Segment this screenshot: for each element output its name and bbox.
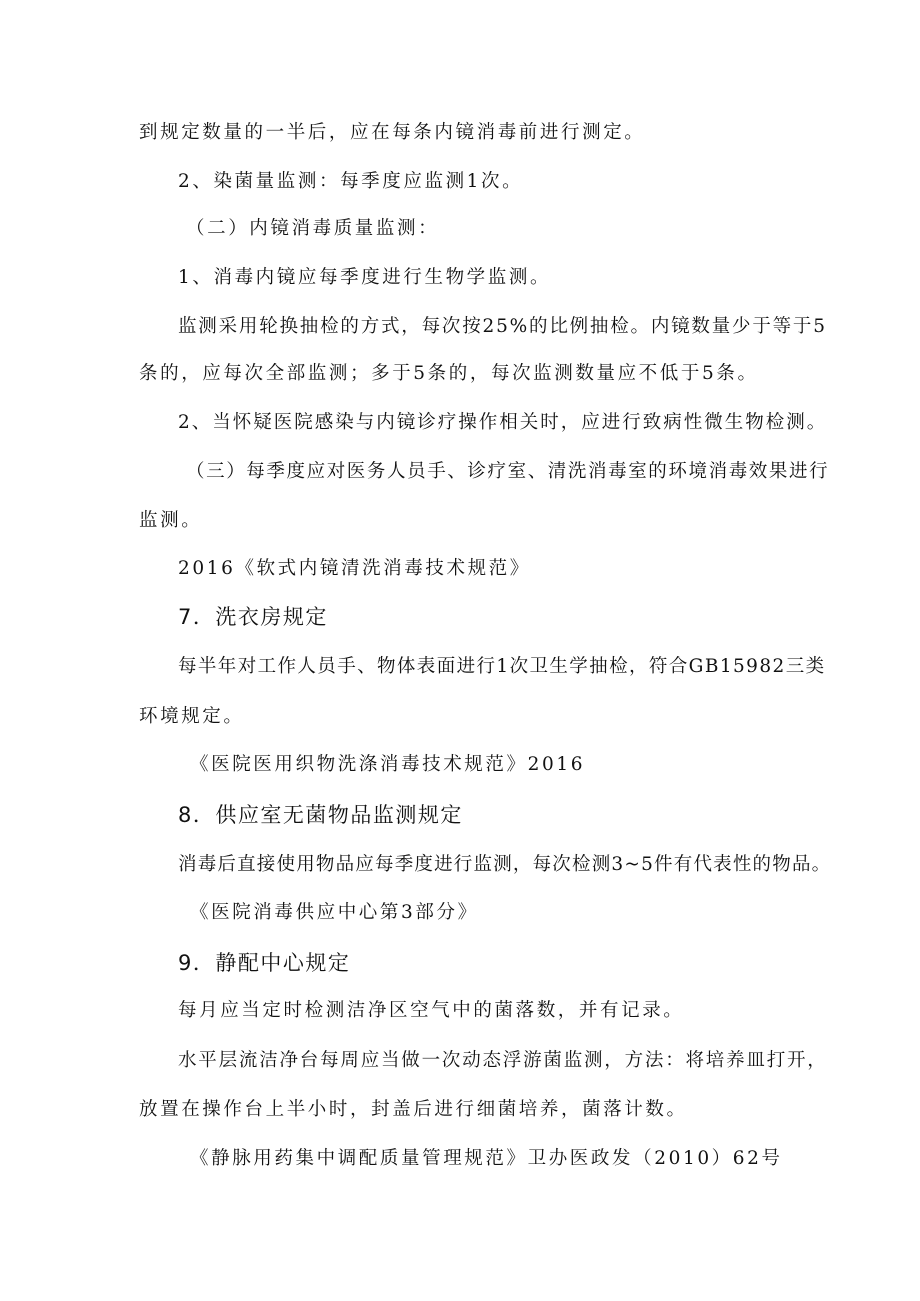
paragraph-line: 2、当怀疑医院感染与内镜诊疗操作相关时，应进行致病性微生物检测。 <box>178 412 828 433</box>
section-subheading: （二）内镜消毒质量监测： <box>186 218 440 239</box>
paragraph-line: 放置在操作台上半小时，封盖后进行细菌培养，菌落计数。 <box>139 1099 688 1120</box>
paragraph-line: 环境规定。 <box>139 706 245 727</box>
section-heading-laundry: 7．洗衣房规定 <box>178 605 328 629</box>
paragraph-line: 每月应当定时检测洁净区空气中的菌落数，并有记录。 <box>178 1000 685 1021</box>
paragraph-line: 消毒后直接使用物品应每季度进行监测，每次检测3~5件有代表性的物品。 <box>178 854 832 875</box>
reference-citation: 《医院医用织物洗涤消毒技术规范》2016 <box>190 754 586 775</box>
paragraph-line: 监测采用轮换抽检的方式，每次按25%的比例抽检。内镜数量少于等于5 <box>178 316 827 337</box>
paragraph-line: 水平层流洁净台每周应当做一次动态浮游菌监测，方法：将培养皿打开， <box>178 1050 828 1071</box>
section-subheading: （三）每季度应对医务人员手、诊疗室、清洗消毒室的环境消毒效果进行 <box>186 461 830 482</box>
reference-citation: 《医院消毒供应中心第3部分》 <box>190 902 479 923</box>
paragraph-line: 1、消毒内镜应每季度进行生物学监测。 <box>178 267 552 288</box>
section-heading-pivas: 9．静配中心规定 <box>178 951 351 975</box>
section-heading-supply-room: 8．供应室无菌物品监测规定 <box>178 803 463 827</box>
paragraph-line: 每半年对工作人员手、物体表面进行1次卫生学抽检，符合GB15982三类 <box>178 656 826 677</box>
paragraph-line: 到规定数量的一半后，应在每条内镜消毒前进行测定。 <box>139 122 646 143</box>
paragraph-line: 2、染菌量监测：每季度应监测1次。 <box>178 171 524 192</box>
paragraph-line: 条的，应每次全部监测；多于5条的，每次监测数量应不低于5条。 <box>139 363 759 384</box>
paragraph-line: 监测。 <box>139 510 203 531</box>
reference-citation: 2016《软式内镜清洗消毒技术规范》 <box>178 558 531 579</box>
reference-citation: 《静脉用药集中调配质量管理规范》卫办医政发（2010）62号 <box>190 1148 783 1169</box>
